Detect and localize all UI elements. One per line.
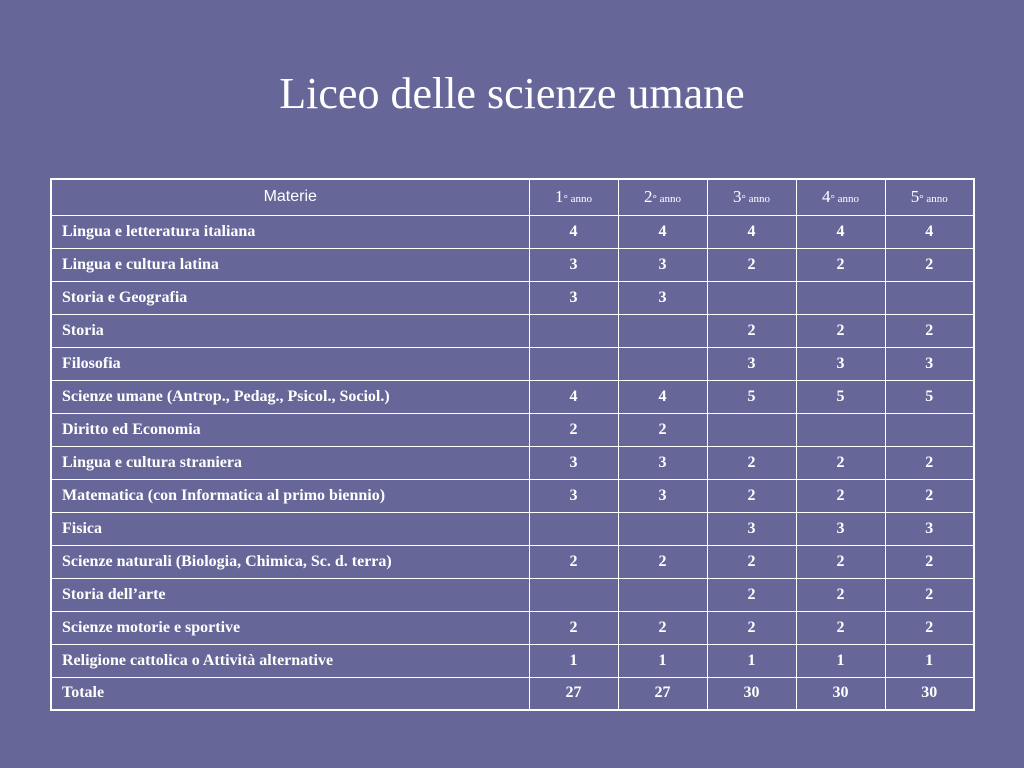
hours-cell: 2 [529,413,618,446]
hours-cell: 2 [796,479,885,512]
hours-cell [618,512,707,545]
year-label: ° anno [741,193,771,206]
hours-cell: 1 [529,644,618,677]
hours-cell: 2 [796,611,885,644]
hours-cell: 27 [529,677,618,710]
table-row [51,281,974,314]
year-column-header [618,179,707,215]
table-header-row [51,179,974,215]
hours-cell: 4 [885,215,974,248]
hours-cell [796,413,885,446]
table-row [51,347,974,380]
hours-cell: 1 [885,644,974,677]
hours-cell [796,281,885,314]
hours-cell: 3 [618,479,707,512]
hours-cell: 3 [529,248,618,281]
year-label: ° anno [652,193,682,206]
hours-cell: 2 [618,545,707,578]
hours-cell: 2 [796,578,885,611]
hours-cell: 30 [707,677,796,710]
hours-cell [618,314,707,347]
hours-cell: 2 [796,545,885,578]
subject-cell: Scienze naturali (Biologia, Chimica, Sc. d. terra) [51,545,529,578]
total-row [51,677,974,710]
hours-cell [529,347,618,380]
hours-cell: 2 [707,545,796,578]
table-row [51,512,974,545]
hours-cell: 2 [885,611,974,644]
subject-cell: Matematica (con Informatica al primo biennio) [51,479,529,512]
table-row [51,215,974,248]
hours-cell [618,578,707,611]
hours-cell: 3 [707,512,796,545]
hours-cell [529,512,618,545]
hours-cell: 3 [618,248,707,281]
hours-cell: 5 [796,380,885,413]
hours-cell: 2 [796,248,885,281]
hours-cell: 5 [885,380,974,413]
subject-column-header: Materie [51,179,529,215]
hours-cell: 3 [529,446,618,479]
hours-cell: 2 [796,314,885,347]
hours-cell: 4 [529,215,618,248]
hours-cell: 3 [885,512,974,545]
hours-cell: 2 [707,446,796,479]
hours-cell: 2 [885,545,974,578]
hours-cell: 27 [618,677,707,710]
table-row [51,578,974,611]
hours-cell: 2 [885,314,974,347]
hours-cell [707,281,796,314]
table-row [51,380,974,413]
hours-cell [529,314,618,347]
hours-cell: 30 [796,677,885,710]
table-row [51,248,974,281]
hours-cell: 2 [885,479,974,512]
subject-cell: Storia dell’arte [51,578,529,611]
slide-title: Liceo delle scienze umane [279,69,745,118]
hours-cell: 3 [796,512,885,545]
hours-cell: 4 [618,380,707,413]
hours-cell: 2 [529,611,618,644]
year-number: 3 [732,187,742,207]
hours-cell: 3 [796,347,885,380]
hours-cell: 4 [796,215,885,248]
hours-cell: 2 [885,578,974,611]
schedule-table [50,178,975,711]
hours-cell: 2 [707,578,796,611]
year-column-header [529,179,618,215]
table-row [51,314,974,347]
table-row [51,644,974,677]
year-column-header [707,179,796,215]
table-row [51,611,974,644]
subject-cell: Religione cattolica o Attività alternative [51,644,529,677]
hours-cell: 2 [529,545,618,578]
hours-cell: 2 [618,611,707,644]
year-number: 5 [910,187,920,207]
hours-cell: 2 [707,611,796,644]
hours-cell: 3 [618,446,707,479]
hours-cell: 3 [529,281,618,314]
year-number: 4 [821,187,831,207]
hours-cell: 2 [707,314,796,347]
hours-cell [529,578,618,611]
hours-cell: 2 [885,248,974,281]
year-label: ° anno [919,193,948,206]
year-number: 2 [643,187,653,207]
table-body [51,215,974,710]
hours-cell: 30 [885,677,974,710]
hours-cell: 3 [618,281,707,314]
hours-cell [885,281,974,314]
subject-cell: Totale [51,677,529,710]
hours-cell: 4 [618,215,707,248]
hours-cell [618,347,707,380]
subject-cell: Scienze umane (Antrop., Pedag., Psicol., Sociol.) [51,380,529,413]
hours-cell: 1 [796,644,885,677]
table-row [51,479,974,512]
hours-cell: 1 [707,644,796,677]
year-number: 1 [554,187,564,207]
subject-cell: Fisica [51,512,529,545]
subject-cell: Lingua e cultura straniera [51,446,529,479]
year-column-header [885,179,974,215]
hours-cell: 2 [796,446,885,479]
subject-cell: Lingua e letteratura italiana [51,215,529,248]
hours-cell: 2 [707,479,796,512]
hours-cell: 3 [885,347,974,380]
hours-cell [885,413,974,446]
subject-cell: Filosofia [51,347,529,380]
hours-cell: 2 [885,446,974,479]
subject-cell: Lingua e cultura latina [51,248,529,281]
subject-cell: Diritto ed Economia [51,413,529,446]
hours-cell: 4 [707,215,796,248]
hours-cell: 1 [618,644,707,677]
table-row [51,446,974,479]
hours-cell: 2 [618,413,707,446]
hours-cell: 3 [529,479,618,512]
table-row [51,413,974,446]
hours-cell: 4 [529,380,618,413]
table-row [51,545,974,578]
subject-cell: Storia [51,314,529,347]
year-label: ° anno [563,193,593,206]
subject-cell: Scienze motorie e sportive [51,611,529,644]
year-column-header [796,179,885,215]
hours-cell: 2 [707,248,796,281]
subject-cell: Storia e Geografia [51,281,529,314]
hours-cell: 5 [707,380,796,413]
hours-cell [707,413,796,446]
year-label: ° anno [830,193,860,206]
hours-cell: 3 [707,347,796,380]
